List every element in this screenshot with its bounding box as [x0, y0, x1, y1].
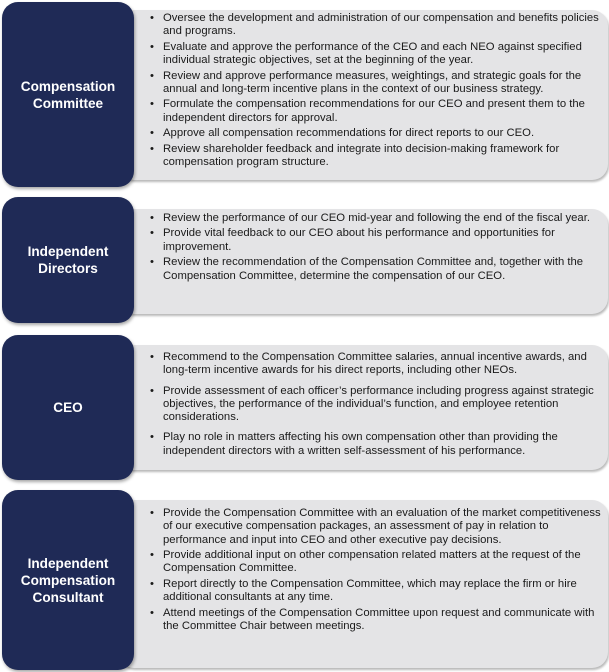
list-item: • Review the performance of our CEO mid-year and following the end of the fiscal year. — [150, 212, 603, 225]
list-item: • Oversee the development and administration of our compensation and benefits policies and programs. — [150, 12, 603, 39]
list-item: • Provide vital feedback to our CEO about his performance and opportunities for improvement. — [150, 227, 603, 254]
list-item: • Evaluate and approve the performance of the CEO and each NEO against specified individual strategic objectives, set at the beginning of the year. — [150, 41, 603, 68]
list-item: • Formulate the compensation recommendations for our CEO and present them to the independent directors for approval. — [150, 98, 603, 125]
list-item: • Review shareholder feedback and integrate into decision-making framework for compensation program structure. — [150, 143, 603, 170]
role-label: Independent Compensation Consultant — [2, 490, 134, 670]
section-independent-compensation-consultant — [0, 490, 609, 672]
list-item: • Approve all compensation recommendations for direct reports to our CEO. — [150, 127, 603, 140]
list-item: • Provide the Compensation Committee with an evaluation of the market competitiveness of our executive compensation packages, an assessment of pay in relation to performance and input into CEO and other executive pay decisions. — [150, 507, 603, 547]
role-label: Compensation Committee — [2, 2, 134, 187]
role-label: Independent Directors — [2, 197, 134, 323]
list-item: • Attend meetings of the Compensation Committee upon request and communicate with the Committee Chair between meetings. — [150, 607, 603, 634]
list-item: • Provide additional input on other compensation related matters at the request of the Compensation Committee. — [150, 549, 603, 576]
list-item: • Report directly to the Compensation Committee, which may replace the firm or hire additional consultants at any time. — [150, 578, 603, 605]
section-ceo — [0, 335, 609, 480]
section-independent-directors — [0, 195, 609, 325]
responsibilities-list — [150, 212, 603, 285]
responsibilities-list — [150, 12, 603, 171]
list-item: • Recommend to the Compensation Committee salaries, annual incentive awards, and long-term incentive awards for his direct reports, including other NEOs. — [150, 351, 603, 378]
list-item: • Play no role in matters affecting his own compensation other than providing the independent directors with a written self-assessment of his performance. — [150, 431, 603, 458]
section-compensation-committee — [0, 0, 609, 190]
responsibilities-list — [150, 351, 603, 460]
list-item: • Provide assessment of each officer’s performance including progress against strategic objectives, the performance of the individual’s function, and employee retention considerations. — [150, 385, 603, 425]
role-label: CEO — [2, 335, 134, 480]
list-item: • Review and approve performance measures, weightings, and strategic goals for the annual and long-term incentive plans in the context of our business strategy. — [150, 70, 603, 97]
responsibilities-list — [150, 507, 603, 635]
list-item: • Review the recommendation of the Compensation Committee and, together with the Compensation Committee, determine the compensation of our CEO. — [150, 256, 603, 283]
